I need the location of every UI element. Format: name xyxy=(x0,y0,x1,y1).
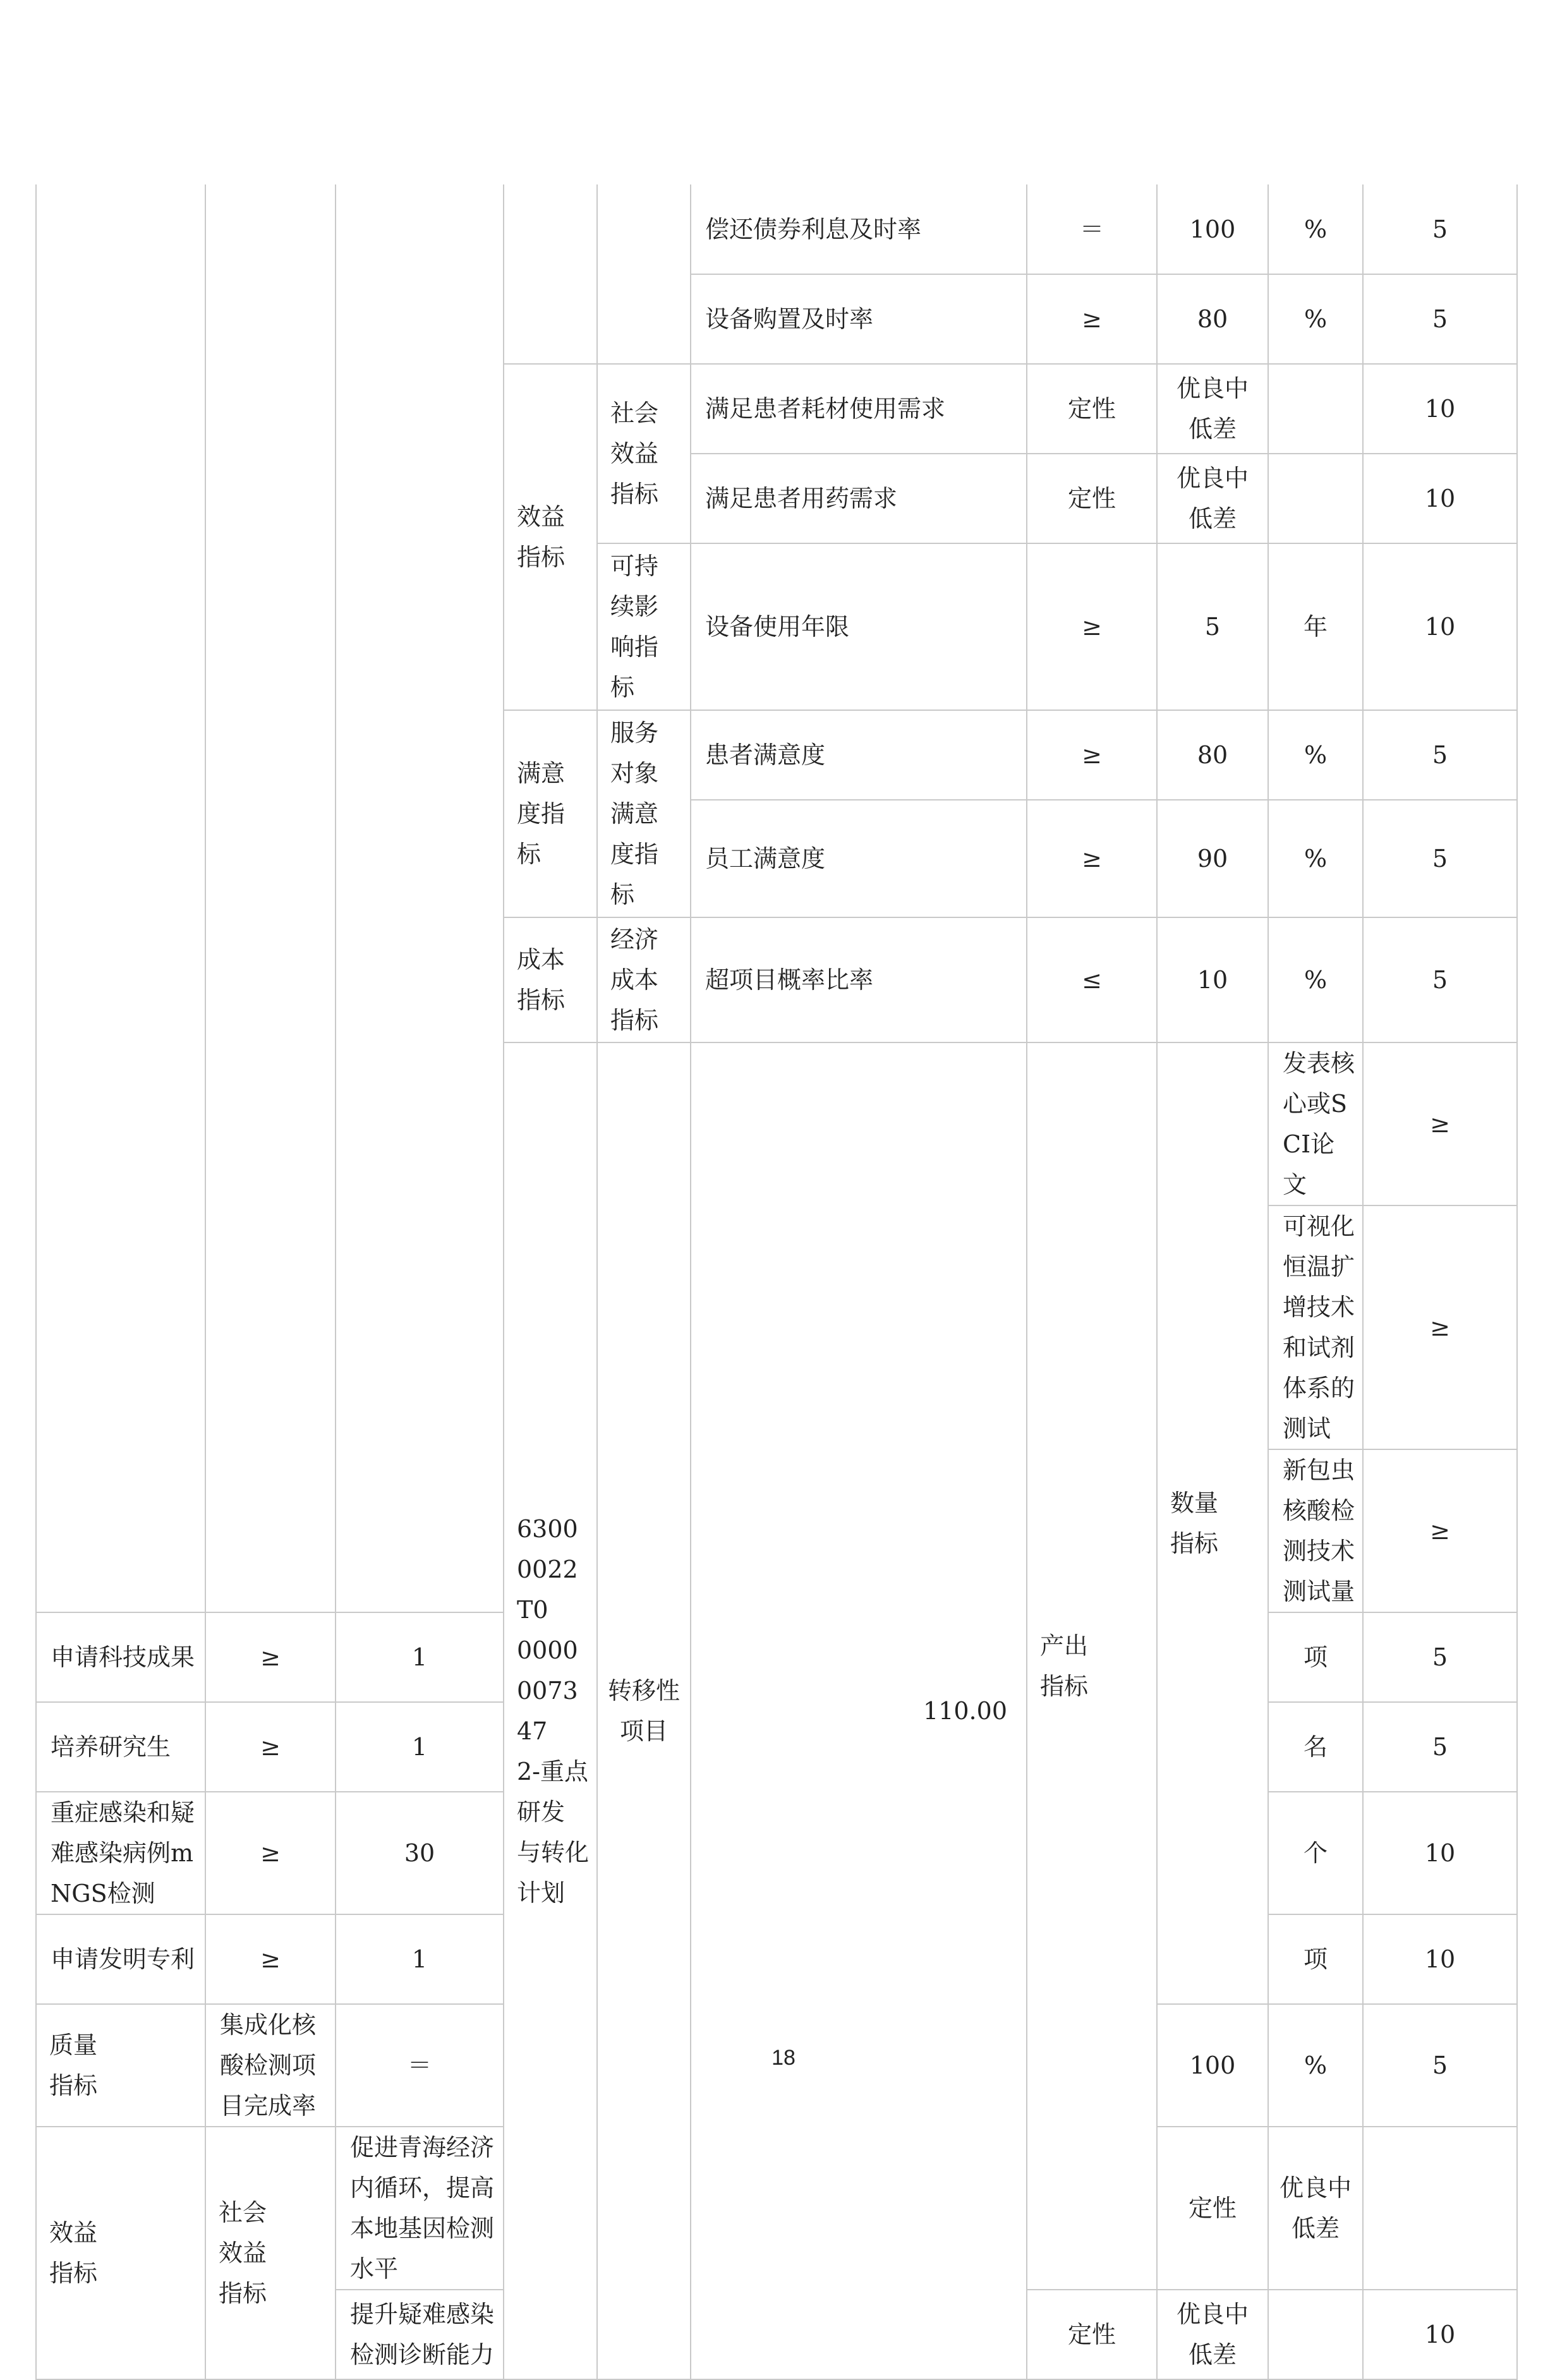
indicator-value: 1 xyxy=(336,1914,504,2004)
indicator-score: 10 xyxy=(1363,454,1517,543)
indicator-operator: ≥ xyxy=(1027,800,1157,917)
indicator-score: 5 xyxy=(1363,2004,1517,2127)
indicator-operator: 定性 xyxy=(1157,2127,1268,2290)
indicator-value: 优良中 低差 xyxy=(1268,2127,1363,2290)
indicator-name: 超项目概率比率 xyxy=(691,917,1027,1042)
indicator-score: 10 xyxy=(1363,1792,1517,1914)
indicator-value: 30 xyxy=(336,1792,504,1914)
indicator-name: 员工满意度 xyxy=(691,800,1027,917)
indicator-name: 偿还债券利息及时率 xyxy=(691,184,1027,274)
indicator-operator: ≥ xyxy=(1027,543,1157,710)
indicator-score: 10 xyxy=(1363,1914,1517,2004)
indicator-unit xyxy=(1363,2127,1517,2290)
indicator-score: 5 xyxy=(1363,917,1517,1042)
indicator-score: 5 xyxy=(1363,800,1517,917)
project-type: 转移性 项目 xyxy=(597,1042,691,2379)
level2-indicator: 社会 效益 指标 xyxy=(205,2127,336,2379)
level2-cell-continued xyxy=(597,184,691,364)
indicator-score: 5 xyxy=(1363,1612,1517,1702)
indicator-operator: ≥ xyxy=(1363,1449,1517,1612)
indicator-score: 5 xyxy=(1363,710,1517,800)
indicator-name: 满足患者用药需求 xyxy=(691,454,1027,543)
project-amount: 110.00 xyxy=(691,1042,1027,2379)
indicator-unit: % xyxy=(1268,710,1363,800)
indicator-score: 5 xyxy=(1363,184,1517,274)
indicator-operator: 定性 xyxy=(1027,454,1157,543)
indicator-score: 5 xyxy=(1363,1702,1517,1792)
indicator-name: 满足患者耗材使用需求 xyxy=(691,364,1027,454)
indicator-unit xyxy=(1268,2290,1363,2379)
indicator-value: 优良中 低差 xyxy=(1157,364,1268,454)
indicator-unit: 个 xyxy=(1268,1792,1363,1914)
indicator-operator: ＝ xyxy=(336,2004,504,2127)
indicator-name: 申请发明专利 xyxy=(36,1914,205,2004)
indicator-unit: % xyxy=(1268,917,1363,1042)
level1-indicator: 效益 指标 xyxy=(36,2127,205,2379)
indicator-operator: 定性 xyxy=(1027,2290,1157,2379)
indicator-value: 90 xyxy=(1157,800,1268,917)
indicator-name: 发表核心或SCI论文 xyxy=(1268,1042,1363,1205)
indicator-unit: % xyxy=(1268,274,1363,364)
indicator-operator: ≥ xyxy=(1027,710,1157,800)
indicator-name: 可视化恒温扩增技术和试剂体系的测试 xyxy=(1268,1205,1363,1449)
amount-cell-continued xyxy=(336,184,504,1612)
indicator-operator: ≥ xyxy=(1363,1205,1517,1449)
indicator-unit: % xyxy=(1268,2004,1363,2127)
indicator-operator: ≥ xyxy=(205,1792,336,1914)
indicator-value: 100 xyxy=(1157,184,1268,274)
indicator-name: 设备购置及时率 xyxy=(691,274,1027,364)
level2-indicator: 服务 对象 满意 度指 标 xyxy=(597,710,691,917)
indicator-value: 10 xyxy=(1157,917,1268,1042)
indicator-value: 100 xyxy=(1157,2004,1268,2127)
indicator-unit: % xyxy=(1268,184,1363,274)
indicator-unit: 名 xyxy=(1268,1702,1363,1792)
level2-indicator: 数量 指标 xyxy=(1157,1042,1268,2004)
table-row xyxy=(36,184,1517,274)
indicator-operator: ≤ xyxy=(1027,917,1157,1042)
indicator-value: 80 xyxy=(1157,274,1268,364)
indicator-unit: 项 xyxy=(1268,1914,1363,2004)
indicator-value: 1 xyxy=(336,1702,504,1792)
indicator-score: 10 xyxy=(1363,364,1517,454)
indicator-score: 10 xyxy=(1363,2290,1517,2379)
indicator-score: 5 xyxy=(1363,274,1517,364)
indicator-unit: 项 xyxy=(1268,1612,1363,1702)
level2-indicator: 社会 效益 指标 xyxy=(597,364,691,543)
level1-indicator: 满意 度指 标 xyxy=(504,710,597,917)
indicator-name: 提升疑难感染检测诊断能力 xyxy=(336,2290,504,2379)
level1-indicator: 成本 指标 xyxy=(504,917,597,1042)
indicator-name: 患者满意度 xyxy=(691,710,1027,800)
indicator-operator: ≥ xyxy=(205,1612,336,1702)
level2-indicator: 质量 指标 xyxy=(36,2004,205,2127)
level2-indicator: 可持 续影 响指 标 xyxy=(597,543,691,710)
indicator-operator: ≥ xyxy=(205,1914,336,2004)
indicator-value: 5 xyxy=(1157,543,1268,710)
indicator-name: 申请科技成果 xyxy=(36,1612,205,1702)
level1-indicator: 产出 指标 xyxy=(1027,1042,1157,2290)
indicator-unit: 年 xyxy=(1268,543,1363,710)
indicator-name: 培养研究生 xyxy=(36,1702,205,1792)
indicator-value: 80 xyxy=(1157,710,1268,800)
indicator-unit xyxy=(1268,364,1363,454)
indicator-score: 10 xyxy=(1363,543,1517,710)
level1-cell-continued xyxy=(504,184,597,364)
indicator-value: 1 xyxy=(336,1612,504,1702)
indicator-operator: ≥ xyxy=(205,1702,336,1792)
project-code-cell-continued xyxy=(36,184,205,1612)
indicator-value: 优良中 低差 xyxy=(1157,454,1268,543)
indicator-unit xyxy=(1268,454,1363,543)
indicator-operator: ＝ xyxy=(1027,184,1157,274)
level1-indicator: 效益 指标 xyxy=(504,364,597,710)
indicator-unit: % xyxy=(1268,800,1363,917)
indicator-name: 促进青海经济内循环，提高本地基因检测水平 xyxy=(336,2127,504,2290)
indicator-value: 优良中 低差 xyxy=(1157,2290,1268,2379)
page-number: 18 xyxy=(771,2046,796,2070)
indicator-name: 集成化核酸检测项目完成率 xyxy=(205,2004,336,2127)
indicator-operator: ≥ xyxy=(1027,274,1157,364)
indicator-name: 设备使用年限 xyxy=(691,543,1027,710)
indicator-operator: ≥ xyxy=(1363,1042,1517,1205)
indicator-name: 新包虫核酸检测技术测试量 xyxy=(1268,1449,1363,1612)
project-code: 63000022T0 0000007347 2-重点研发 与转化计划 xyxy=(504,1042,597,2379)
indicator-name: 重症感染和疑难感染病例mNGS检测 xyxy=(36,1792,205,1914)
project-type-cell-continued xyxy=(205,184,336,1612)
level2-indicator: 经济 成本 指标 xyxy=(597,917,691,1042)
indicator-operator: 定性 xyxy=(1027,364,1157,454)
